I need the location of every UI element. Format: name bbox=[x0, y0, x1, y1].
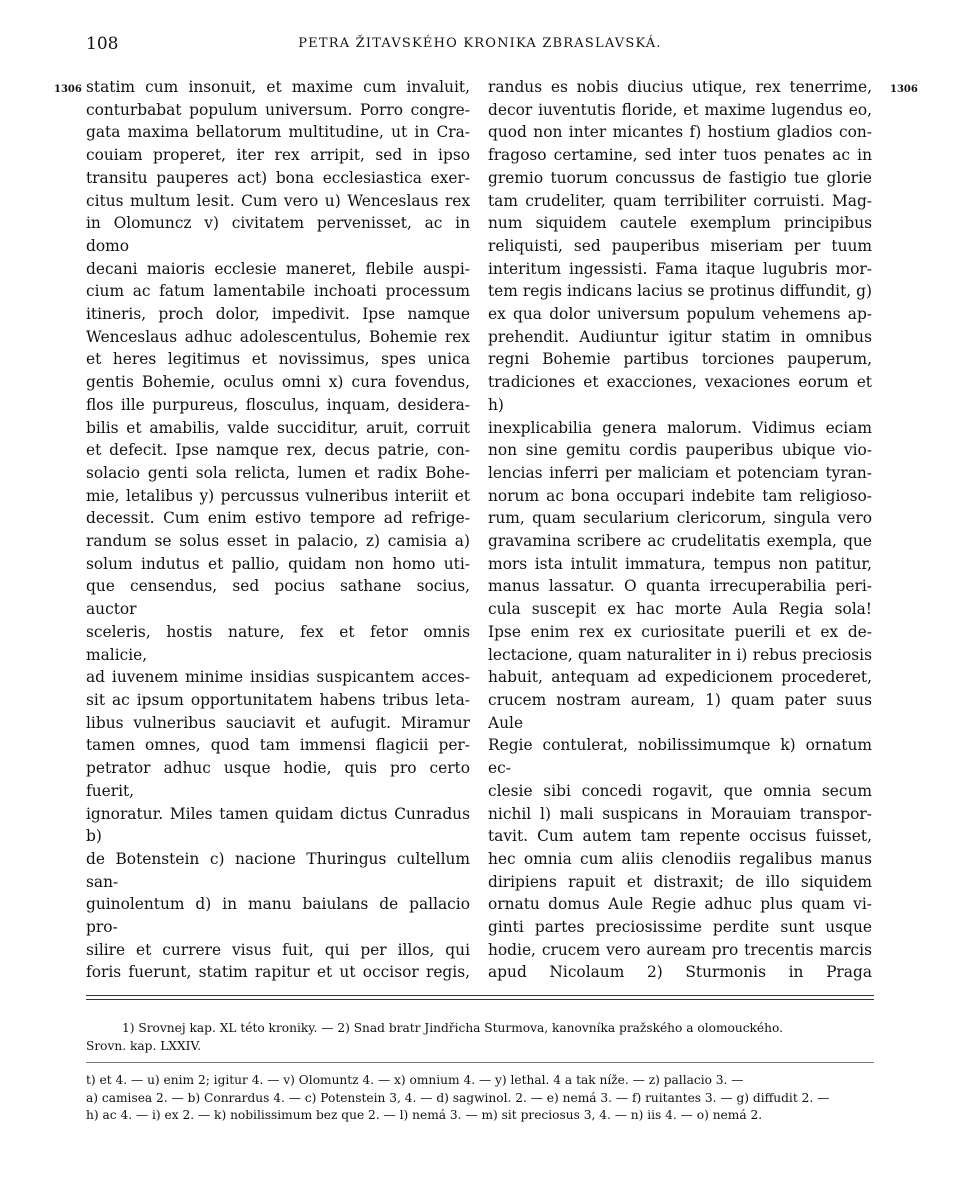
text-line: ornatu domus Aule Regie adhuc plus quam vi- bbox=[488, 895, 872, 914]
text-line: norum ac bona occupari indebite tam religioso- bbox=[488, 486, 872, 505]
margin-year-right: 1306 bbox=[890, 84, 918, 95]
text-line: hec omnia cum aliis clenodiis regalibus manus bbox=[488, 849, 872, 868]
text-line: transitu pauperes act) bona ecclesiastica exer- bbox=[86, 168, 470, 187]
text-line: couiam properet, iter rex arripit, sed in ipso bbox=[86, 146, 470, 165]
text-line: reliquisti, sed pauperibus miseriam per tuum bbox=[488, 236, 872, 255]
text-line: statim cum insonuit, et maxime cum invaluit, bbox=[86, 78, 470, 96]
text-line: conturbabat populum universum. Porro congre- bbox=[86, 100, 470, 119]
text-line: de Botenstein c) nacione Thuringus cultellum san- bbox=[86, 849, 470, 891]
text-line: foris fuerunt, statim rapitur et ut occisor regis, bbox=[86, 963, 470, 982]
text-line: gremio tuorum concussus de fastigio tue glorie bbox=[488, 168, 872, 187]
text-line: solum indutus et pallio, quidam non homo uti- bbox=[86, 554, 470, 573]
footnote-line: 1) Srovnej kap. XL této kroniky. — 2) Snad bratr Jindřicha Sturmova, kanovníka pražského a olomouckého. bbox=[122, 1021, 783, 1035]
text-line: gravamina scribere ac crudelitatis exempla, que bbox=[488, 532, 872, 551]
right-text-column bbox=[488, 76, 872, 982]
text-line: gata maxima bellatorum multitudine, ut in Cra- bbox=[86, 123, 470, 142]
text-line: tamen omnes, quod tam immensi flagicii per- bbox=[86, 736, 470, 755]
text-line: guinolentum d) in manu baiulans de pallacio pro- bbox=[86, 895, 470, 937]
text-line: tradiciones et exacciones, vexaciones eorum et h) bbox=[488, 373, 872, 414]
text-line: itineris, proch dolor, impedivit. Ipse namque bbox=[86, 305, 470, 324]
text-line: ginti partes preciosissime perdite sunt usque bbox=[488, 918, 872, 937]
text-line: hodie, crucem vero auream pro trecentis marcis bbox=[488, 940, 872, 959]
text-line: prehendit. Audiuntur igitur statim in omnibus bbox=[488, 327, 872, 346]
text-line: sit ac ipsum opportunitatem habens tribus leta- bbox=[86, 690, 470, 709]
text-line: fragoso certamine, sed inter tuos penates ac in bbox=[488, 146, 872, 165]
footnote-rule-bottom bbox=[86, 999, 874, 1000]
running-title: PETRA ŽITAVSKÉHO KRONIKA ZBRASLAVSKÁ. bbox=[298, 36, 662, 51]
text-line: clesie sibi concedi rogavit, que omnia secum bbox=[488, 781, 872, 800]
text-line: lencias inferri per maliciam et potenciam tyran- bbox=[488, 463, 872, 482]
variant-footnotes bbox=[86, 1072, 874, 1125]
text-line: libus vulneribus sauciavit et aufugit. Miramur bbox=[86, 713, 470, 732]
text-line: cula suscepit ex hac morte Aula Regia sola! bbox=[488, 600, 872, 619]
text-line: petrator adhuc usque hodie, quis pro certo fuerit, bbox=[86, 759, 470, 800]
text-line: solacio genti sola relicta, lumen et radix Bohe- bbox=[86, 463, 470, 482]
text-line: habuit, antequam ad expedicionem procederet, bbox=[488, 668, 872, 687]
footnote-line: h) ac 4. — i) ex 2. — k) nobilissimum bez que 2. — l) nemá 3. — m) sit preciosus 3, 4. — n) iis 4. — o) nemá 2. bbox=[86, 1108, 763, 1122]
text-line: Wenceslaus adhuc adolescentulus, Bohemie rex bbox=[86, 327, 470, 346]
running-header bbox=[86, 34, 874, 58]
text-line: cium ac fatum lamentabile inchoati processum bbox=[86, 282, 470, 301]
text-line: ex qua dolor universum populum vehemens ap- bbox=[488, 305, 872, 324]
text-line: que censendus, sed pocius sathane socius, auctor bbox=[86, 577, 470, 619]
text-line: rum, quam secularium clericorum, singula vero bbox=[488, 509, 872, 528]
text-line: manus lassatur. O quanta irrecuperabilia peri- bbox=[488, 577, 872, 596]
variant-notes-rule bbox=[86, 1062, 874, 1063]
text-line: num siquidem cautele exemplum principibus bbox=[488, 214, 872, 233]
text-line: sceleris, hostis nature, fex et fetor omnis malicie, bbox=[86, 622, 470, 664]
text-line: ad iuvenem minime insidias suspicantem acces- bbox=[86, 668, 470, 687]
text-line: in Olomuncz v) civitatem pervenisset, ac in domo bbox=[86, 214, 470, 255]
text-line: Ipse enim rex ex curiositate puerili et ex de- bbox=[488, 622, 872, 641]
text-line: silire et currere visus fuit, qui per illos, qui bbox=[86, 940, 470, 959]
text-line: randum se solus esset in palacio, z) camisia a) bbox=[86, 532, 470, 551]
text-line: nichil l) mali suspicans in Morauiam transpor- bbox=[488, 804, 872, 823]
footnote-line: Srovn. kap. LXXIV. bbox=[86, 1038, 201, 1053]
text-line: decessit. Cum enim estivo tempore ad refrige- bbox=[86, 509, 470, 528]
text-line: diripiens rapuit et distraxit; de illo siquidem bbox=[488, 872, 872, 891]
text-line: tavit. Cum autem tam repente occisus fuisset, bbox=[488, 827, 872, 846]
text-line: et defecit. Ipse namque rex, decus patrie, con- bbox=[86, 441, 470, 460]
text-line: randus es nobis diucius utique, rex tenerrime, bbox=[488, 78, 872, 96]
editorial-footnotes bbox=[86, 1020, 874, 1055]
text-line: quod non inter micantes f) hostium gladios con- bbox=[488, 123, 872, 142]
text-line: ignoratur. Miles tamen quidam dictus Cunradus b) bbox=[86, 804, 470, 846]
text-line: non sine gemitu cordis pauperibus ubique vio- bbox=[488, 441, 872, 460]
text-line: apud Nicolaum 2) Sturmonis in Praga bbox=[488, 963, 872, 982]
text-line: decor iuventutis floride, et maxime lugendus eo, bbox=[488, 100, 872, 119]
text-line: interitum ingessisti. Fama itaque lugubris mor- bbox=[488, 259, 872, 278]
text-line: gentis Bohemie, oculus omni x) cura fovendus, bbox=[86, 373, 470, 392]
left-text-column bbox=[86, 76, 470, 982]
text-line: tam crudeliter, quam terribiliter corruisti. Mag- bbox=[488, 191, 872, 210]
text-line: mie, letalibus y) percussus vulneribus interiit et bbox=[86, 486, 470, 505]
margin-year-left: 1306 bbox=[54, 84, 82, 95]
text-line: inexplicabilia genera malorum. Vidimus eciam bbox=[488, 418, 872, 437]
text-line: et heres legitimus et novissimus, spes unica bbox=[86, 350, 470, 369]
text-line: flos ille purpureus, flosculus, inquam, desidera- bbox=[86, 395, 470, 414]
text-line: mors ista intulit immatura, tempus non patitur, bbox=[488, 554, 872, 573]
footnote-line: t) et 4. — u) enim 2; igitur 4. — v) Olomuntz 4. — x) omnium 4. — y) lethal. 4 a tak níže. — z) pallacio 3. — bbox=[86, 1073, 744, 1087]
text-line: bilis et amabilis, valde succiditur, aruit, corruit bbox=[86, 418, 470, 437]
footnote-line: a) camisea 2. — b) Conrardus 4. — c) Potenstein 3, 4. — d) sagwinol. 2. — e) nemá 3. — f) ruitantes 3. — g) diffudit 2. — bbox=[86, 1090, 830, 1105]
text-line: citus multum lesit. Cum vero u) Wenceslaus rex bbox=[86, 191, 470, 210]
text-line: tem regis indicans lacius se protinus diffundit, g) bbox=[488, 282, 872, 301]
text-line: Regie contulerat, nobilissimumque k) ornatum ec- bbox=[488, 736, 872, 778]
text-line: regni Bohemie partibus torciones pauperum, bbox=[488, 350, 872, 369]
text-line: crucem nostram auream, 1) quam pater suus Aule bbox=[488, 690, 872, 732]
footnote-rule-top bbox=[86, 995, 874, 996]
text-line: lectacione, quam naturaliter in i) rebus preciosis bbox=[488, 645, 872, 664]
page-number: 108 bbox=[86, 34, 119, 54]
text-line: decani maioris ecclesie maneret, flebile auspi- bbox=[86, 259, 470, 278]
